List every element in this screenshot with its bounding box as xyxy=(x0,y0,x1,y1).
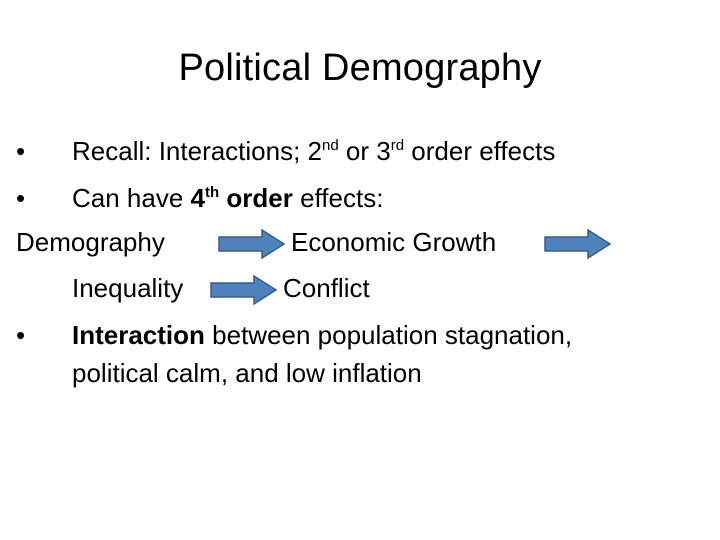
arrow-right-icon xyxy=(218,229,286,259)
bullet-interaction-text xyxy=(72,318,572,352)
bullet-interaction-continuation: political calm, and low inflation xyxy=(72,358,422,388)
fourth-order-text-part-1: Can have xyxy=(72,183,191,213)
bullet-marker: • xyxy=(16,320,26,350)
flow-conflict: Conflict xyxy=(283,273,370,303)
arrow-right-icon xyxy=(210,275,278,305)
recall-text-part-3: order effects xyxy=(404,136,556,166)
bullet-fourth-order-text xyxy=(72,181,383,215)
interaction-text-part-1: between population stagnation, xyxy=(204,320,573,350)
fourth-order-superscript-th: th xyxy=(205,184,220,201)
recall-text-part-1: Recall: Interactions; 2 xyxy=(72,136,323,166)
arrow-right-icon xyxy=(544,229,612,259)
bullet-marker: • xyxy=(16,183,26,213)
flow-economic-growth: Economic Growth xyxy=(291,227,497,257)
slide-title: Political Demography xyxy=(178,47,542,89)
fourth-order-bold-order: order xyxy=(219,183,293,213)
fourth-order-text-part-2: effects: xyxy=(292,183,384,213)
interaction-bold: Interaction xyxy=(72,320,205,350)
recall-text-part-2: or 3 xyxy=(338,136,391,166)
recall-superscript-nd: nd xyxy=(322,137,339,154)
flow-demography: Demography xyxy=(16,227,165,257)
recall-superscript-rd: rd xyxy=(390,137,405,154)
bullet-marker: • xyxy=(16,136,26,166)
bullet-recall-text xyxy=(72,134,555,168)
fourth-order-bold-4: 4 xyxy=(190,183,205,213)
flow-inequality: Inequality xyxy=(72,273,184,303)
